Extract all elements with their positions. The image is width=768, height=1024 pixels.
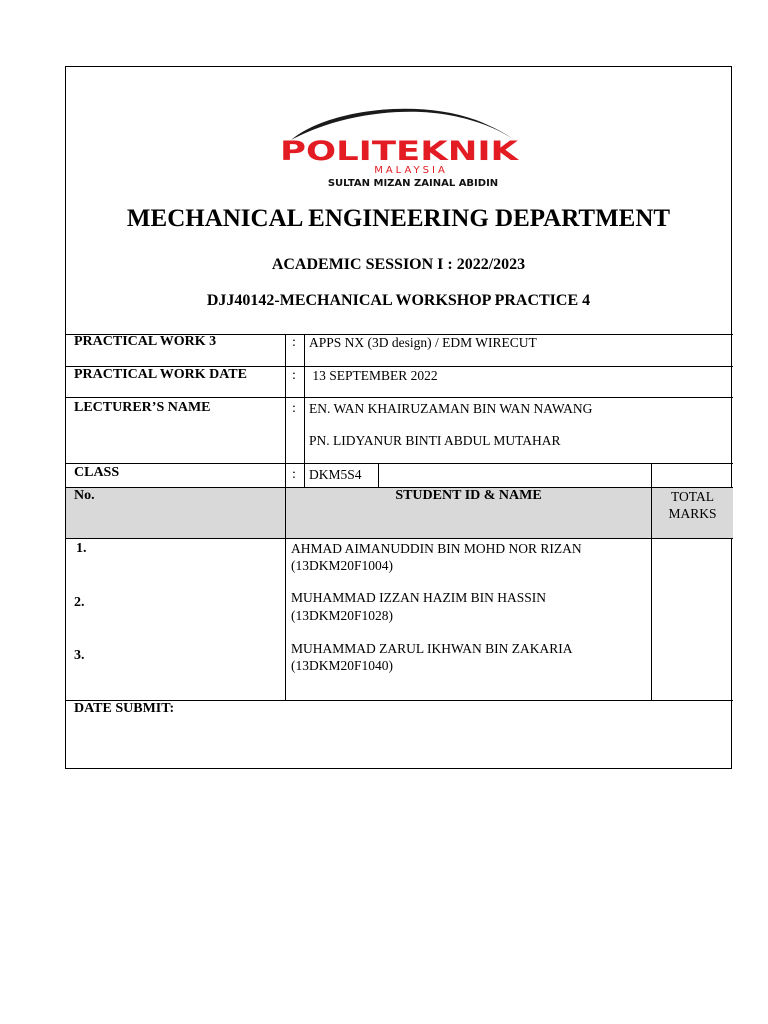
column-header-student: STUDENT ID & NAME <box>395 488 542 503</box>
practical-work-date-label: PRACTICAL WORK DATE <box>74 367 247 382</box>
date-submit-label: DATE SUBMIT: <box>74 701 175 716</box>
logo-country-text: MALAYSIA <box>374 165 448 176</box>
student-no-3: 3. <box>74 648 85 663</box>
student-id-1: (13DKM20F1004) <box>291 558 394 573</box>
politeknik-logo <box>271 100 531 190</box>
student-name-1: AHMAD AIMANUDDIN BIN MOHD NOR RIZAN <box>291 541 582 556</box>
student-id-2: (13DKM20F1028) <box>291 608 394 623</box>
cover-sheet <box>65 66 732 769</box>
student-no-1: 1. <box>76 541 87 556</box>
practical-work-label: PRACTICAL WORK 3 <box>74 334 217 349</box>
column-header-total-1: TOTAL <box>671 489 714 504</box>
colon: : <box>292 335 296 350</box>
column-header-no: No. <box>74 488 95 503</box>
colon: : <box>292 368 296 383</box>
academic-session: ACADEMIC SESSION I : 2022/2023 <box>271 256 526 273</box>
logo-brand-text: POLITEKNIK <box>280 136 520 167</box>
student-id-3: (13DKM20F1040) <box>291 658 394 673</box>
logo-campus-text: SULTAN MIZAN ZAINAL ABIDIN <box>327 178 499 189</box>
colon: : <box>292 401 296 416</box>
column-header-total-2: MARKS <box>668 506 717 521</box>
class-value: DKM5S4 <box>309 467 362 482</box>
class-label: CLASS <box>74 465 120 480</box>
practical-work-date-value: 13 SEPTEMBER 2022 <box>309 368 438 383</box>
department-title: MECHANICAL ENGINEERING DEPARTMENT <box>126 205 671 232</box>
student-no-2: 2. <box>74 595 85 610</box>
colon: : <box>292 467 296 482</box>
student-name-3: MUHAMMAD ZARUL IKHWAN BIN ZAKARIA <box>291 641 573 656</box>
practical-work-value: APPS NX (3D design) / EDM WIRECUT <box>309 335 537 350</box>
student-name-2: MUHAMMAD IZZAN HAZIM BIN HASSIN <box>291 590 546 605</box>
lecturer-name-2: PN. LIDYANUR BINTI ABDUL MUTAHAR <box>309 433 561 448</box>
lecturer-name-1: EN. WAN KHAIRUZAMAN BIN WAN NAWANG <box>309 401 593 416</box>
lecturer-name-label: LECTURER’S NAME <box>74 400 211 415</box>
course-title: DJJ40142-MECHANICAL WORKSHOP PRACTICE 4 <box>206 292 591 309</box>
